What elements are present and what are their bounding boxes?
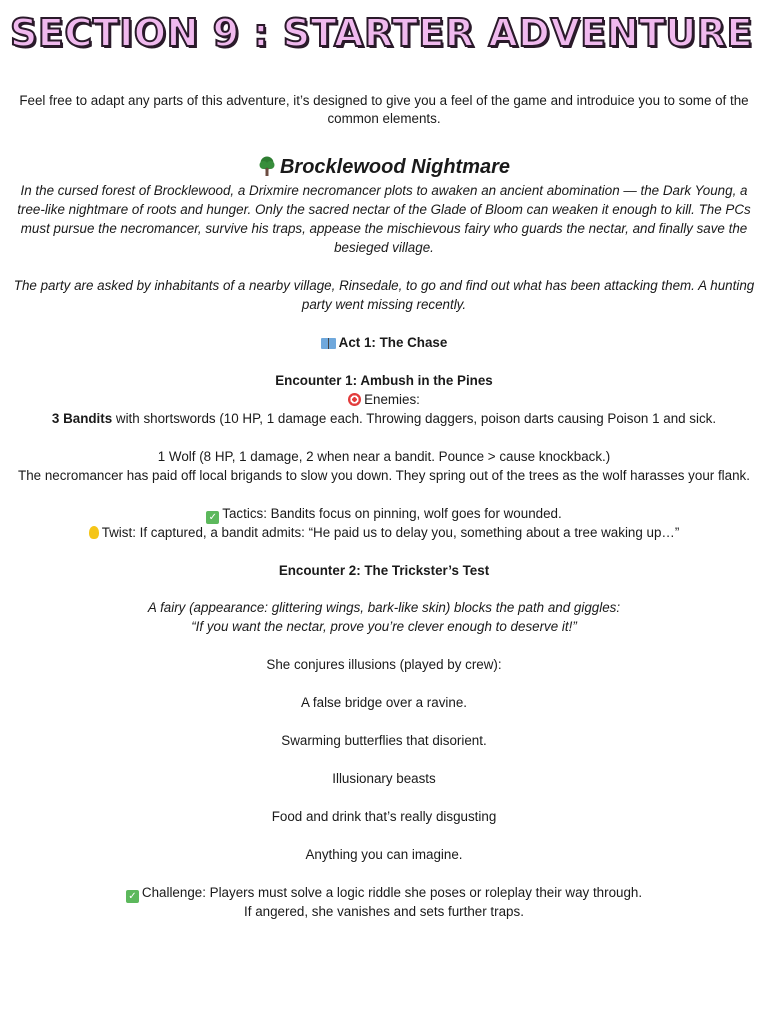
- lightbulb-icon: [89, 526, 99, 539]
- fairy-line-1: A fairy (appearance: glittering wings, bark-like skin) blocks the path and giggles:: [147, 600, 621, 615]
- act1-title: Act 1: The Chase: [338, 335, 448, 350]
- illusion-item: Illusionary beasts: [332, 771, 436, 786]
- illusion-item: Swarming butterflies that disorient.: [281, 733, 487, 748]
- encounter2-title: Encounter 2: The Trickster’s Test: [278, 563, 490, 578]
- wolf-line: 1 Wolf (8 HP, 1 damage, 2 when near a bandit. Pounce > cause knockback.): [157, 449, 611, 464]
- adventure-title-text: Brocklewood Nightmare: [279, 156, 511, 178]
- tree-icon: [258, 156, 276, 176]
- adventure-title: [6, 154, 762, 180]
- illusion-item: Anything you can imagine.: [305, 847, 463, 862]
- encounter1-title: Encounter 1: Ambush in the Pines: [275, 373, 493, 388]
- enemies-label: [6, 390, 762, 409]
- enemies-label-text: Enemies:: [364, 392, 420, 407]
- twist-text: Twist: If captured, a bandit admits: “He paid us to delay you, something about a tree waking up…”: [101, 525, 680, 540]
- bandits-line: [6, 409, 762, 428]
- intro-text: Feel free to adapt any parts of this adventure, it’s designed to give you a feel of the game and introduice you to some of the common elements.: [19, 93, 749, 126]
- target-icon: [348, 393, 361, 406]
- challenge-line: [6, 883, 762, 903]
- failure-line: If angered, she vanishes and sets further traps.: [244, 904, 524, 919]
- check-icon: ✓: [206, 511, 219, 524]
- illusion-item: A false bridge over a ravine.: [301, 695, 467, 710]
- bandits-details: with shortswords (10 HP, 1 damage each. Throwing daggers, poison darts causing Poison 1 and sick.: [112, 411, 717, 426]
- challenge-text: Challenge: Players must solve a logic riddle she poses or roleplay their way through.: [141, 885, 643, 900]
- encounter1-description: The necromancer has paid off local brigands to slow you down. They spring out of the trees as the wolf harasses your flank.: [18, 468, 750, 483]
- adventure-summary: In the cursed forest of Brocklewood, a Drixmire necromancer plots to awaken an ancient abomination — the Dark Young, a tree-like nightmare of roots and hunger. Only the sacred nectar of the Glade of Bloom can weaken it enough to kill. The PCs must pursue the necromancer, survive his traps, appease the mischievous fairy who guards the nectar, and finally save the besieged village.: [17, 183, 751, 255]
- adventure-hook: The party are asked by inhabitants of a nearby village, Rinsedale, to go and find out what has been attacking them. A hunting party went missing recently.: [13, 278, 755, 312]
- act1-heading: [6, 333, 762, 352]
- section-heading: SECTION 9 : STARTER ADVENTURE: [10, 11, 753, 55]
- fairy-line-2: “If you want the nectar, prove you’re clever enough to deserve it!”: [191, 619, 577, 634]
- tactics-text: Tactics: Bandits focus on pinning, wolf goes for wounded.: [222, 506, 562, 521]
- illusions-intro: She conjures illusions (played by crew):: [266, 657, 502, 672]
- book-icon: [321, 338, 336, 349]
- illusion-item: Food and drink that’s really disgusting: [271, 809, 497, 824]
- check-icon: ✓: [126, 890, 139, 903]
- tactics-line: [6, 504, 762, 524]
- bandits-count: 3 Bandits: [51, 411, 113, 426]
- twist-line: [6, 523, 762, 542]
